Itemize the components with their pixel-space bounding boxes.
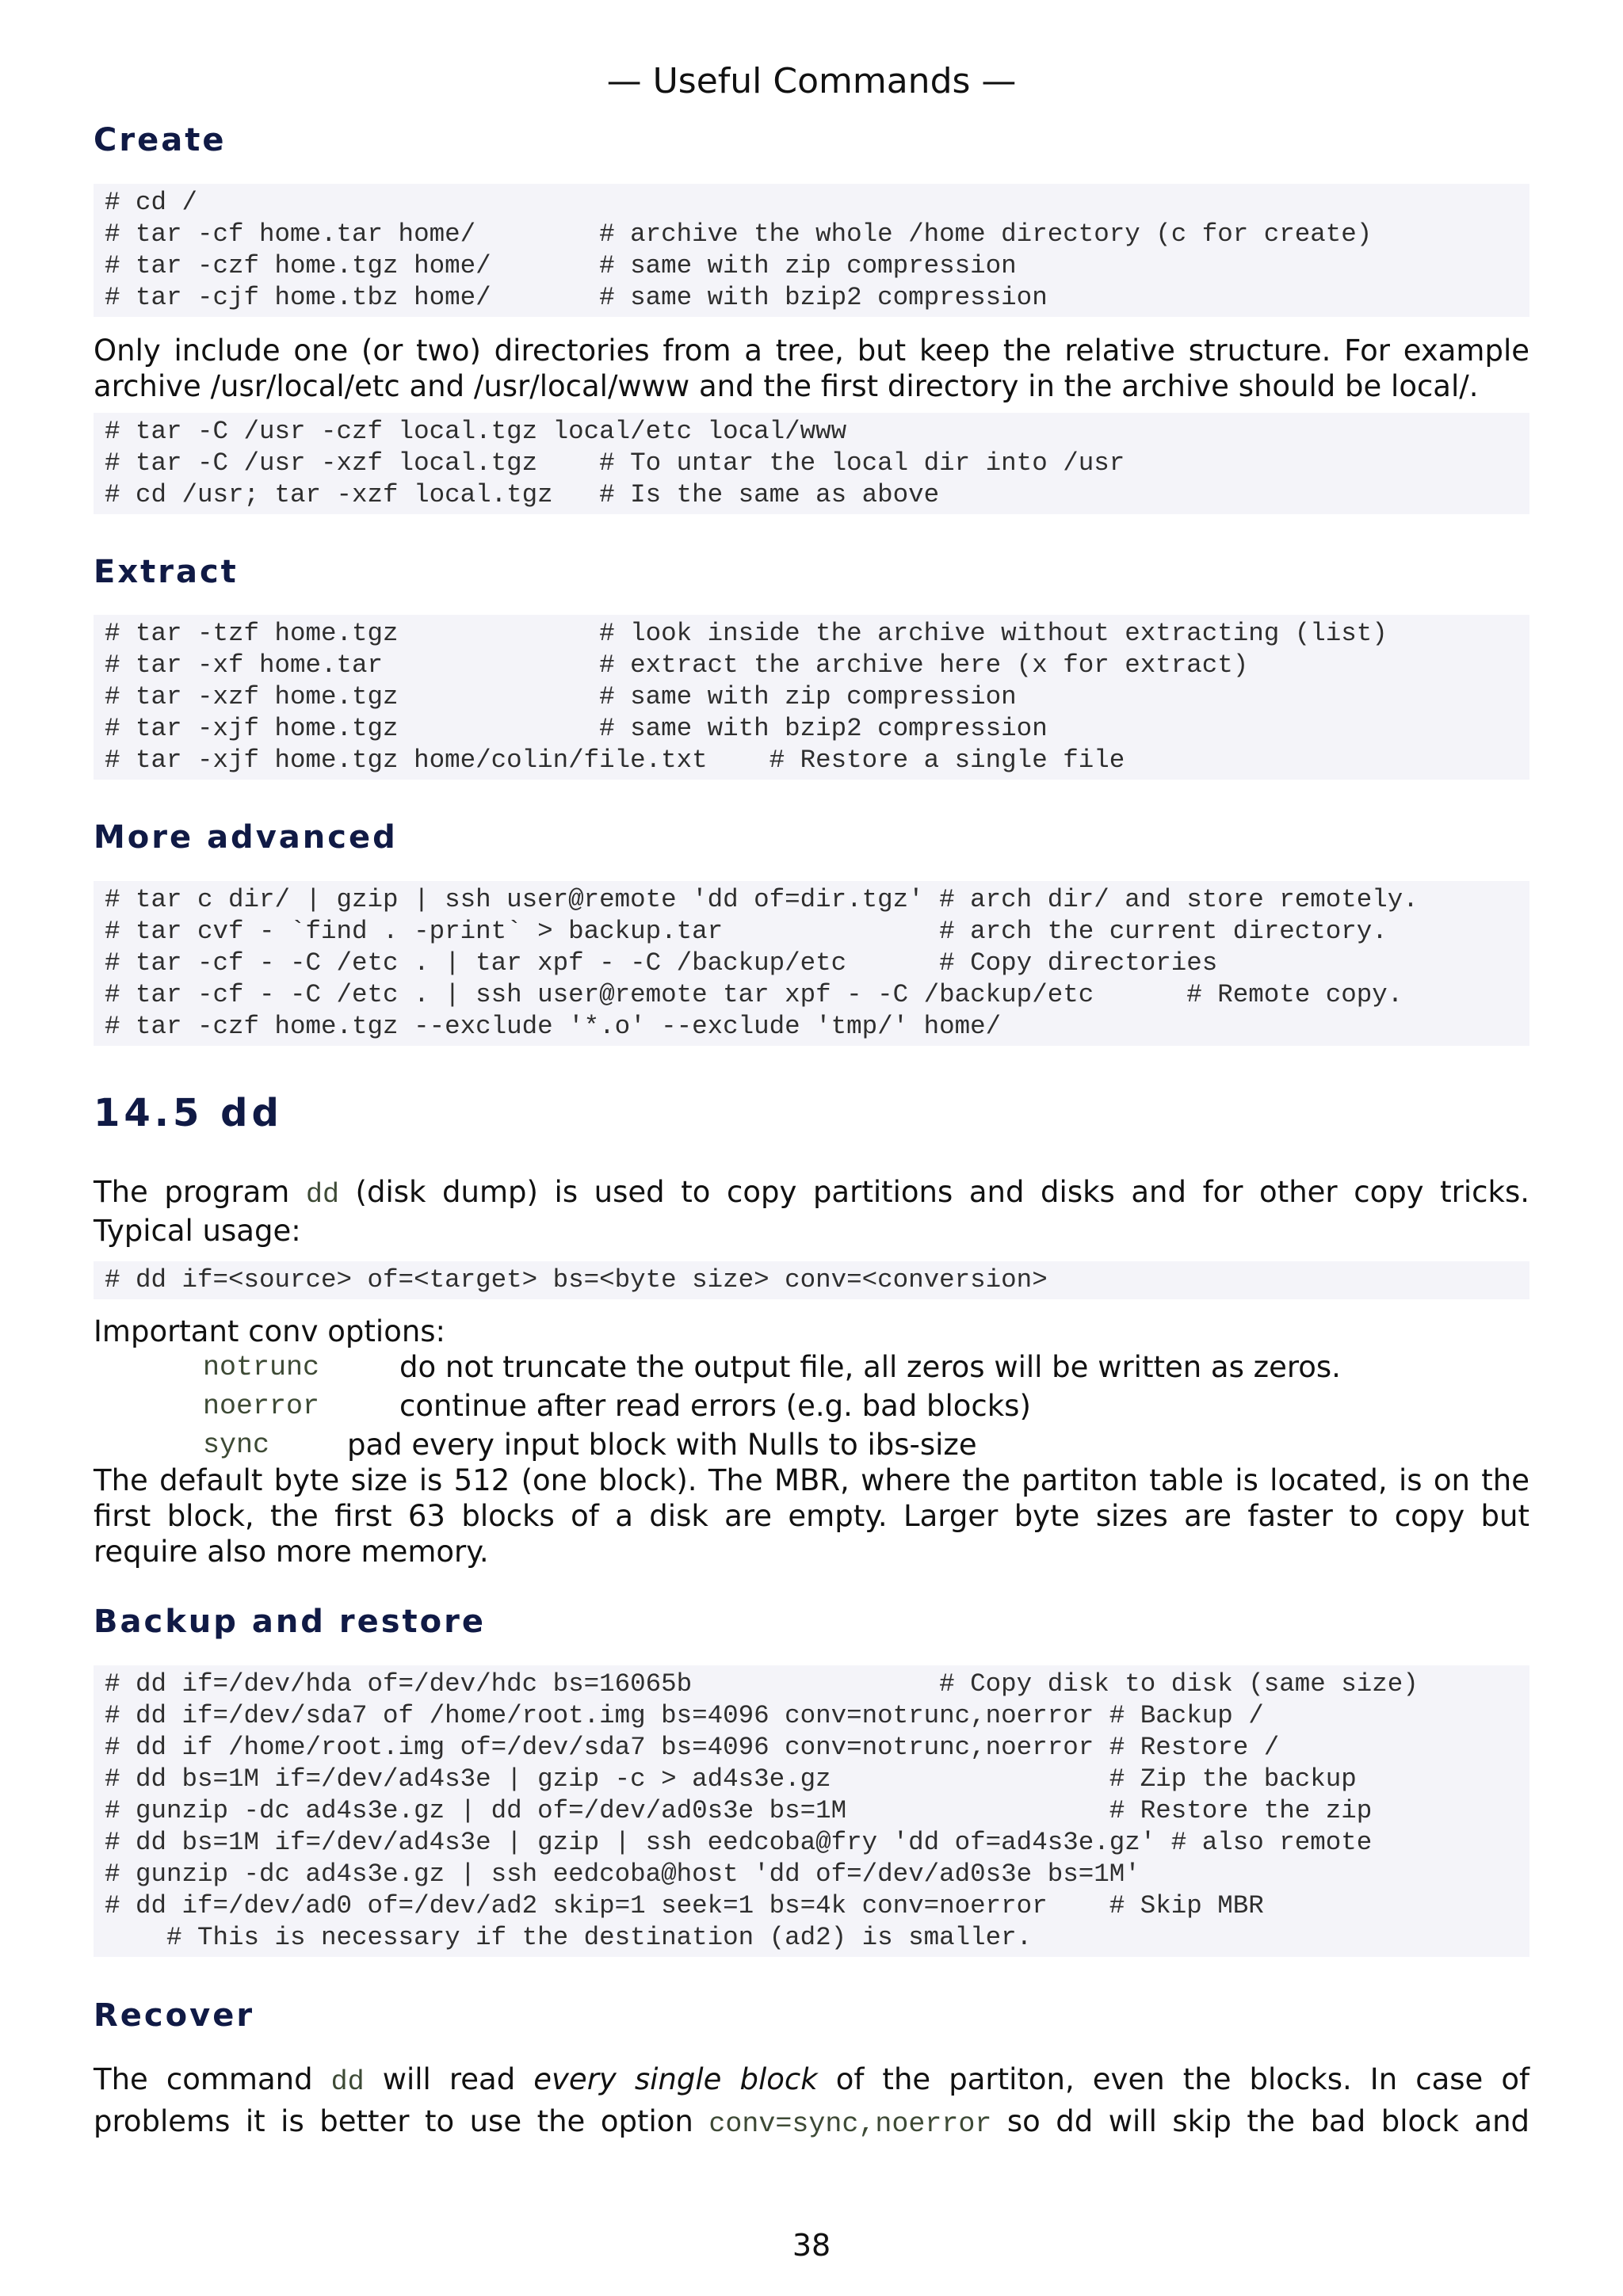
- heading-backup-restore: Backup and restore: [94, 1604, 486, 1640]
- code-line: # tar -xjf home.tgz home/colin/file.txt # Restore a single file: [105, 746, 1125, 775]
- conv-option-desc: continue after read errors (e.g. bad blocks): [399, 1389, 1031, 1423]
- code-line: # tar -cf home.tar home/ # archive the whole /home directory (c for create): [105, 219, 1373, 249]
- heading-extract: Extract: [94, 554, 239, 590]
- paragraph-recover: [94, 2060, 1529, 2144]
- conv-option-name: noerror: [203, 1390, 320, 1422]
- conv-option-name: sync: [203, 1429, 270, 1461]
- code-line: # tar -cf - -C /etc . | ssh user@remote tar xpf - -C /backup/etc # Remote copy.: [105, 980, 1403, 1009]
- code-line: # gunzip -dc ad4s3e.gz | ssh eedcoba@host 'dd of=/dev/ad0s3e bs=1M': [105, 1859, 1140, 1889]
- code-line: # tar -C /usr -czf local.tgz local/etc local/www: [105, 417, 847, 446]
- heading-recover: Recover: [94, 1997, 255, 2034]
- code-line: # dd bs=1M if=/dev/ad4s3e | gzip -c > ad4s3e.gz # Zip the backup: [105, 1764, 1357, 1794]
- text-run: so dd will skip the bad block and: [991, 2104, 1530, 2138]
- paragraph-line: Typical usage:: [94, 1214, 301, 1248]
- code-line: # tar -xzf home.tgz # same with zip compression: [105, 682, 1017, 711]
- code-block-create: [94, 184, 1529, 317]
- code-line: # dd if /home/root.img of=/dev/sda7 bs=4096 conv=notrunc,noerror # Restore /: [105, 1733, 1280, 1762]
- inline-code: dd: [305, 1179, 339, 1211]
- paragraph-line: require also more memory.: [94, 1535, 489, 1569]
- code-line: # tar -czf home.tgz home/ # same with zip compression: [105, 251, 1017, 280]
- paragraph-line: Only include one (or two) directories from a tree, but keep the relative structure. For example: [94, 334, 1529, 368]
- paragraph-line: archive /usr/local/etc and /usr/local/www and the first directory in the archive should be local/.: [94, 369, 1479, 403]
- code-line: # dd if=<source> of=<target> bs=<byte size> conv=<conversion>: [105, 1265, 1048, 1295]
- conv-option-name: notrunc: [203, 1352, 320, 1383]
- paragraph-line: first block, the first 63 blocks of a disk are empty. Larger byte sizes are faster to copy but: [94, 1499, 1529, 1533]
- conv-option-desc: do not truncate the output file, all zeros will be written as zeros.: [399, 1350, 1341, 1384]
- conv-option-desc: pad every input block with Nulls to ibs-size: [347, 1428, 977, 1462]
- code-line: # tar -czf home.tgz --exclude '*.o' --exclude 'tmp/' home/: [105, 1012, 1002, 1041]
- paragraph-line: The default byte size is 512 (one block). The MBR, where the partiton table is located, is on the: [94, 1463, 1529, 1497]
- code-line: # dd if=/dev/ad0 of=/dev/ad2 skip=1 seek=1 bs=4k conv=noerror # Skip MBR: [105, 1891, 1264, 1920]
- code-line: # tar -tzf home.tgz # look inside the archive without extracting (list): [105, 619, 1388, 648]
- code-line: # dd if=/dev/sda7 of /home/root.img bs=4096 conv=notrunc,noerror # Backup /: [105, 1701, 1264, 1730]
- code-line: # gunzip -dc ad4s3e.gz | dd of=/dev/ad0s3e bs=1M # Restore the zip: [105, 1796, 1373, 1825]
- code-line: # tar -xf home.tar # extract the archive here (x for extract): [105, 650, 1249, 680]
- code-line: # dd if=/dev/hda of=/dev/hdc bs=16065b # Copy disk to disk (same size): [105, 1669, 1419, 1699]
- text-run: will read: [364, 2062, 534, 2096]
- code-line: # tar cvf - `find . -print` > backup.tar # arch the current directory.: [105, 917, 1388, 946]
- code-line: # tar c dir/ | gzip | ssh user@remote 'dd of=dir.tgz' # arch dir/ and store remotely.: [105, 885, 1419, 914]
- heading-more-advanced: More advanced: [94, 819, 398, 856]
- code-line: # dd bs=1M if=/dev/ad4s3e | gzip | ssh eedcoba@fry 'dd of=ad4s3e.gz' # also remote: [105, 1828, 1373, 1857]
- text-run: (disk dump) is used to copy partitions and disks and for other copy tricks.: [338, 1175, 1529, 1209]
- inline-code: dd: [330, 2066, 365, 2098]
- text-run: The command: [94, 2062, 331, 2096]
- code-block-backup: [94, 1665, 1529, 1957]
- code-line: # tar -cjf home.tbz home/ # same with bzip2 compression: [105, 283, 1048, 312]
- code-line: # tar -C /usr -xzf local.tgz # To untar the local dir into /usr: [105, 448, 1125, 478]
- paragraph-line: [94, 2060, 1529, 2102]
- code-line: # tar -cf - -C /etc . | tar xpf - -C /backup/etc # Copy directories: [105, 948, 1218, 978]
- code-line: # This is necessary if the destination (ad2) is smaller.: [105, 1923, 1033, 1952]
- heading-dd: 14.5 dd: [94, 1091, 283, 1135]
- text-run: problems it is better to use the option: [94, 2104, 709, 2138]
- emphasis: every single block: [533, 2062, 818, 2096]
- page-number: 38: [792, 2228, 831, 2263]
- paragraph-line: [94, 2102, 1529, 2144]
- paragraph-dd-intro: [94, 1174, 1529, 1249]
- paragraph-byte-size: [94, 1463, 1529, 1569]
- code-line: # cd /: [105, 188, 198, 217]
- code-block-advanced: [94, 881, 1529, 1046]
- heading-create: Create: [94, 122, 227, 158]
- code-block-extract: [94, 615, 1529, 780]
- code-line: # tar -xjf home.tgz # same with bzip2 compression: [105, 714, 1048, 743]
- code-block-local: [94, 413, 1529, 514]
- code-block-dd-usage: [94, 1261, 1529, 1299]
- text-run: of the partiton, even the blocks. In case of: [817, 2062, 1530, 2096]
- inline-code: conv=sync,noerror: [708, 2108, 992, 2140]
- code-line: # cd /usr; tar -xzf local.tgz # Is the same as above: [105, 480, 940, 509]
- conv-options-heading: Important conv options:: [94, 1314, 446, 1348]
- text-run: The program: [94, 1175, 306, 1209]
- paragraph-line: [94, 1174, 1529, 1213]
- paragraph-relative-structure: [94, 333, 1529, 404]
- running-header: — Useful Commands —: [606, 61, 1017, 101]
